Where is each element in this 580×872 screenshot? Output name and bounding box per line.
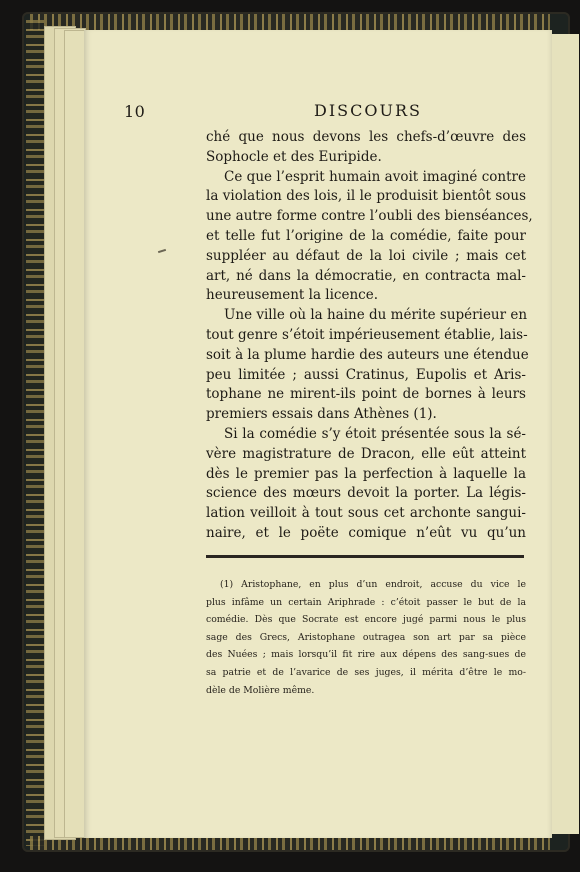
body-line: ché que nous devons les chefs-d’œuvre des	[206, 129, 526, 145]
footnote-line: des Nuées ; mais lorsqu’il fit rire aux dépens des sang-sues de	[206, 649, 526, 661]
gilt-border-left	[26, 20, 44, 846]
body-line: Ce que l’esprit humain avoit imaginé contre	[224, 168, 526, 185]
facing-page-edge	[550, 34, 579, 834]
body-line: dès le premier pas la perfection à laquelle la	[206, 465, 526, 482]
body-line: et telle fut l’origine de la comédie, faite pour	[206, 227, 526, 244]
footnote-line: dèle de Molière même.	[206, 684, 315, 696]
running-head: DISCOURS	[314, 101, 422, 120]
footnote-rule	[206, 555, 524, 558]
body-line: soit à la plume hardie des auteurs une étendue	[206, 346, 529, 363]
footnote-line: comédie. Dès que Socrate est encore jugé parmi nous le plus	[206, 614, 526, 626]
footnote-line: sa patrie et de l’avarice de ses juges, il mérita d’être le mo-	[206, 666, 526, 678]
body-line: Une ville où la haine du mérite supérieur en	[224, 307, 528, 324]
footnote-line: sage des Grecs, Aristophane outragea son art par sa pièce	[206, 631, 526, 643]
body-line: tophane ne mirent-ils point de bornes à leurs	[206, 386, 526, 403]
footnote-line: (1) Aristophane, en plus d’un endroit, accuse du vice le	[220, 579, 526, 590]
page-header	[124, 102, 528, 124]
footnotes	[206, 576, 526, 699]
body-line: Si la comédie s’y étoit présentée sous la sé-	[224, 425, 526, 442]
body-line: Sophocle et des Euripide.	[206, 148, 382, 165]
body-line: tout genre s’étoit impérieusement établie, lais-	[206, 326, 528, 343]
body-line: art, né dans la démocratie, en contracta mal-	[206, 267, 526, 284]
body-line: naire, et le poëte comique n’eût vu qu’un	[206, 524, 526, 541]
page-number: 10	[124, 102, 146, 121]
body-text	[206, 128, 533, 544]
body-line: peu limitée ; aussi Cratinus, Eupolis et Aris-	[206, 366, 526, 383]
body-line: suppléer au défaut de la loi civile ; mais cet	[206, 247, 526, 264]
body-line: heureusement la licence.	[206, 287, 379, 304]
body-line: une autre forme contre l’oubli des bienséances,	[206, 208, 533, 225]
gilt-border-top	[30, 14, 550, 30]
body-line: lation veilloit à tout sous cet archonte sangui-	[206, 505, 526, 522]
body-line: la violation des lois, il le produisit bientôt sous	[206, 188, 526, 205]
body-line: premiers essais dans Athènes (1).	[206, 406, 437, 423]
body-line: science des mœurs devoit la porter. La légis-	[206, 485, 526, 502]
footnote-line: plus infâme un certain Ariphrade : c’étoit passer le but de la	[206, 596, 526, 608]
gilt-border-bottom	[30, 836, 550, 850]
body-line: vère magistrature de Dracon, elle eût atteint	[206, 445, 526, 462]
